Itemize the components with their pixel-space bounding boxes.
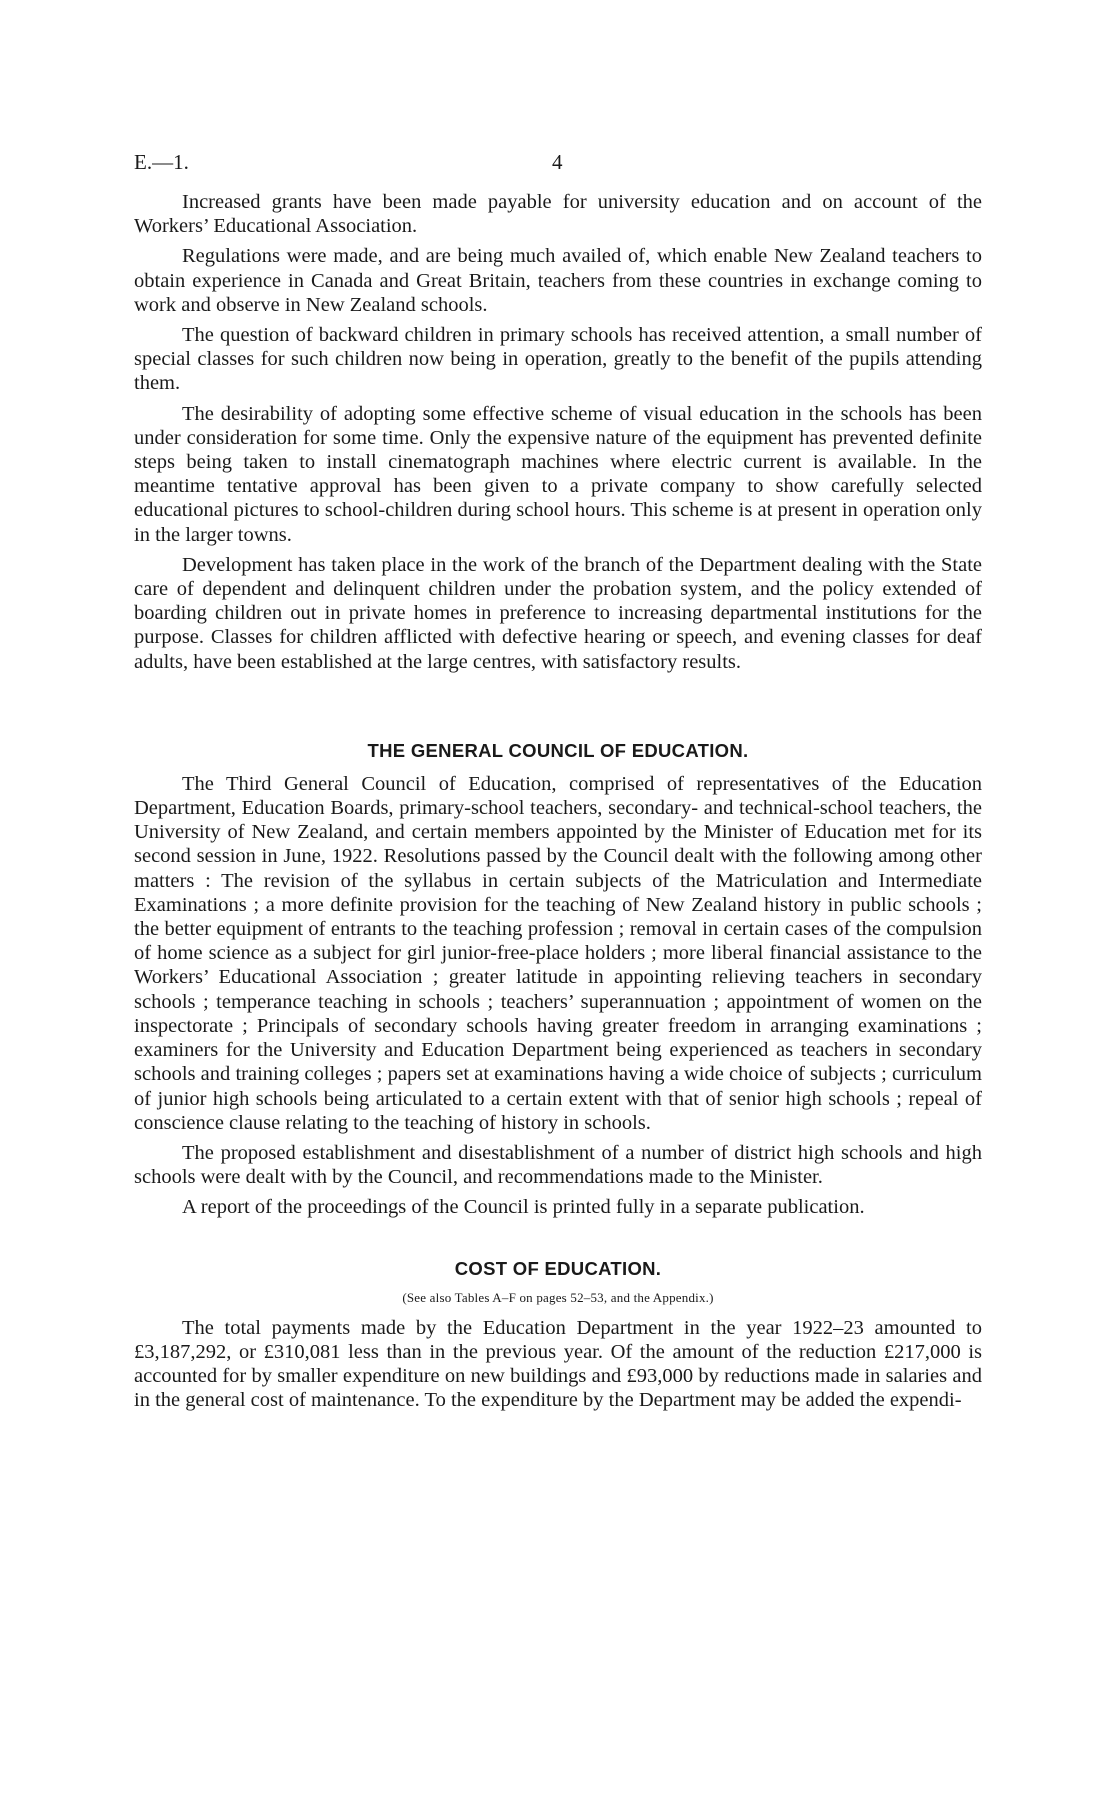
document-reference: E.—1. <box>134 150 189 174</box>
page-header <box>134 150 982 190</box>
section-heading-council: THE GENERAL COUNCIL OF EDUCATION. <box>367 739 749 761</box>
paragraph-development: Development has taken place in the work of the branch of the Department dealing with the State care of dependent and delinquent children under the probation system, and the policy extended of boarding children out in private homes in preference to increasing departmental institutions for the purpose. Classes for children afflicted with defective hearing or speech, and evening classes for deaf adults, have been established at the large centres, with satisfactory results. <box>134 553 982 673</box>
paragraph-visual-education: The desirability of adopting some effective scheme of visual education in the schools has been under consideration for some time. Only the expensive nature of the equipment has prevented definite steps being taken to install cinematograph machines where electric current is available. In the meantime tentative approval has been given to a private company to show carefully selected educational pictures to school-children during school hours. This scheme is at present in operation only in the larger towns. <box>134 402 982 546</box>
section-heading-cost: COST OF EDUCATION. <box>454 1257 662 1279</box>
intro-section <box>134 190 982 674</box>
page-number: 4 <box>552 150 563 174</box>
cost-section <box>134 1258 982 1413</box>
paragraph-backward-children: The question of backward children in primary schools has received attention, a small number of special classes for such children now being in operation, greatly to the benefit of the pupils attending them. <box>134 324 982 395</box>
tables-reference-note: (See also Tables A–F on pages 52–53, and the Appendix.) <box>402 1289 714 1305</box>
paragraph-council-recommendations: The proposed establishment and disestablishment of a number of district high schools and high schools were dealt with by the Council, and recommendations made to the Minister. <box>134 1141 982 1189</box>
document-page <box>134 150 982 1412</box>
paragraph-grants: Increased grants have been made payable for university education and on account of the Workers’ Educational Association. <box>134 191 982 238</box>
council-section <box>134 740 982 1220</box>
paragraph-regulations: Regulations were made, and are being much availed of, which enable New Zealand teachers to obtain experience in Canada and Great Britain, teachers from these countries in exchange coming to work and observe in New Zealand schools. <box>134 245 982 316</box>
paragraph-council-session: The Third General Council of Education, comprised of representatives of the Education Department, Education Boards, primary-school teachers, secondary- and technical-school teachers, the University of New Zealand, and certain members appointed by the Minister of Education met for its second session in June, 1922. Resolutions passed by the Council dealt with the following among other matters : The revision of the syllabus in certain subjects of the Matriculation and Intermediate Examinations ; a more definite provision for the teaching of New Zealand history in public schools ; the better equipment of entrants to the teaching profession ; removal in certain cases of the compulsion of home science as a subject for girl junior-free-place holders ; more liberal financial assistance to the Workers’ Educational Association ; greater latitude in appointing relieving teachers in secondary schools ; temperance teaching in schools ; teachers’ superannuation ; appointment of women on the inspectorate ; Principals of secondary schools having greater freedom in arranging examinations ; examiners for the University and Education Department being experienced as teachers in secondary schools and training colleges ; papers set at examinations having a wide choice of subjects ; curriculum of junior high schools being articulated to a certain extent with that of senior high schools ; repeal of conscience clause relating to the teaching of history in schools. <box>134 772 982 1134</box>
paragraph-total-payments: The total payments made by the Education Department in the year 1922–23 amounted to £3,187,292, or £310,081 less than in the previous year. Of the amount of the reduction £217,000 is accounted for by smaller expenditure on new buildings and £93,000 by reductions made in salaries and in the general cost of maintenance. To the expenditure by the Department may be added the expendi- <box>134 1316 982 1412</box>
paragraph-council-report: A report of the proceedings of the Council is printed fully in a separate publication. <box>182 1196 865 1219</box>
